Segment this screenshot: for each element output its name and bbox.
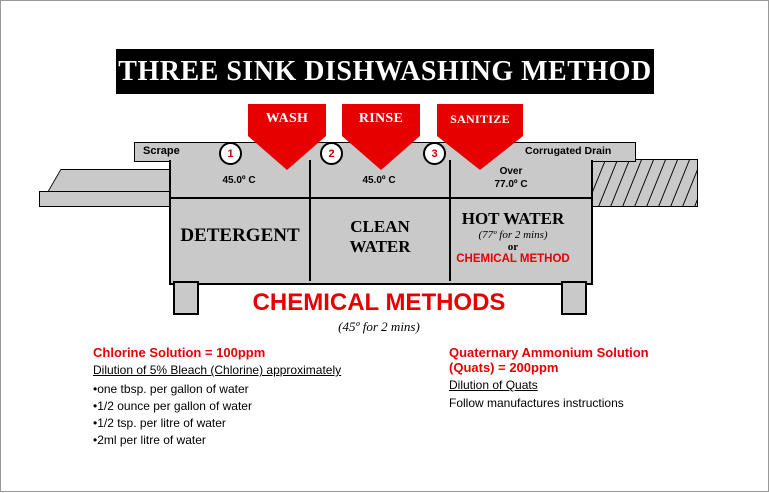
- arrow-wash: [248, 104, 326, 170]
- quats-heading-line2: (Quats) = 200ppm: [449, 360, 559, 375]
- sink-3-label: HOT WATER: [461, 209, 565, 228]
- sink-divider-1: [309, 160, 311, 281]
- sink-3-temperature-line1: Over: [499, 166, 523, 177]
- arrow-sanitize: [437, 104, 523, 170]
- chlorine-bullet-list: [93, 381, 393, 449]
- arrow-rinse-label: RINSE: [358, 111, 404, 126]
- arrow-wash-point: [248, 136, 326, 170]
- quats-column: [449, 345, 739, 410]
- sink-1-label: DETERGENT: [180, 225, 300, 246]
- step-number-2: 2: [320, 142, 343, 165]
- page-title: THREE SINK DISHWASHING METHOD: [116, 49, 654, 94]
- sink-3-temperature-line2: 77.0º C: [494, 179, 528, 190]
- sink-3-alt-method: CHEMICAL METHOD: [456, 253, 570, 265]
- arrow-wash-label: WASH: [265, 111, 309, 126]
- arrow-rinse: [342, 104, 420, 170]
- list-item: •1/2 ounce per gallon of water: [93, 399, 252, 413]
- quats-subheading: Dilution of Quats: [449, 378, 538, 392]
- quats-heading-line1: Quaternary Ammonium Solution: [449, 345, 649, 360]
- sink-2-label: [313, 217, 447, 257]
- step-number-1: 1: [219, 142, 242, 165]
- chemical-methods-title: CHEMICAL METHODS: [252, 289, 506, 316]
- arrow-sanitize-point: [437, 136, 523, 170]
- sink-2-label-line1: CLEAN: [350, 217, 410, 236]
- chlorine-column: [93, 345, 393, 449]
- sink-3-label-block: [439, 209, 587, 265]
- list-item: •1/2 tsp. per litre of water: [93, 416, 226, 430]
- sink-leg-right: [561, 281, 587, 315]
- sink-2-temperature: 45.0º C: [362, 175, 396, 186]
- sink-2-label-line2: WATER: [349, 237, 411, 256]
- scrape-label: Scrape: [143, 145, 180, 157]
- sink-3-or: or: [507, 241, 519, 253]
- step-number-3: 3: [423, 142, 446, 165]
- sink-1-temperature: 45.0º C: [222, 175, 256, 186]
- chemical-methods-subtitle: (45º for 2 mins): [338, 319, 420, 334]
- list-item: •one tbsp. per gallon of water: [93, 382, 249, 396]
- sink-leg-left: [173, 281, 199, 315]
- quats-instructions: Follow manufactures instructions: [449, 396, 624, 410]
- chlorine-heading: Chlorine Solution = 100ppm: [93, 345, 266, 360]
- list-item: •2ml per litre of water: [93, 433, 206, 447]
- diagram-canvas: [1, 1, 769, 493]
- arrow-sanitize-label: SANITIZE: [450, 111, 510, 126]
- drain-label: Corrugated Drain: [525, 145, 612, 157]
- arrow-rinse-point: [342, 136, 420, 170]
- chlorine-subheading: Dilution of 5% Bleach (Chlorine) approximately: [93, 363, 342, 377]
- sink-3-note: (77º for 2 mins): [478, 229, 548, 241]
